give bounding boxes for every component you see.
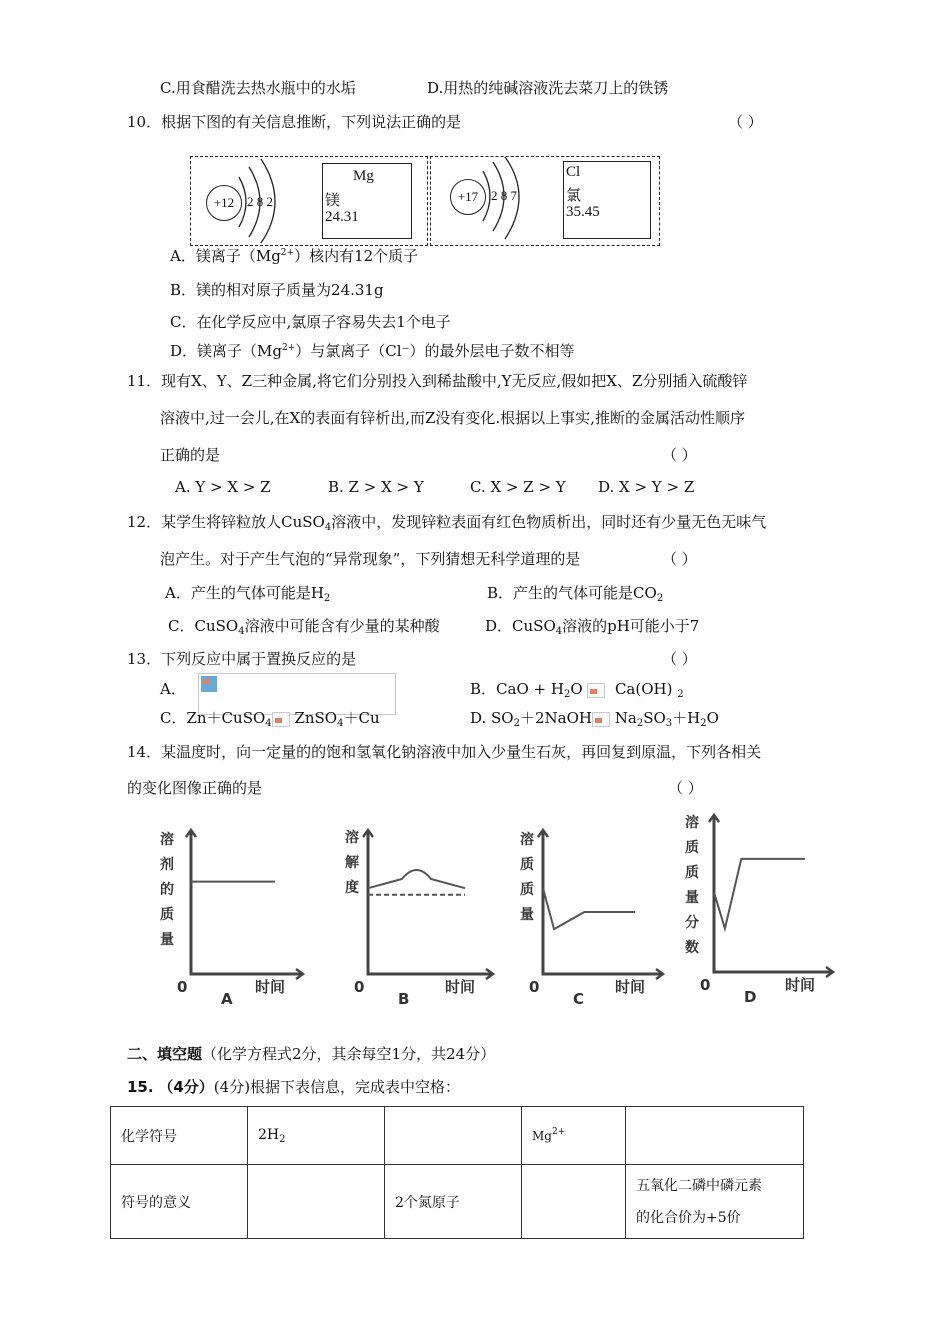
q14-line1: 14．某温度时，向一定量的的饱和氢氧化钠溶液中加入少量生石灰，再回复到原温，下列各相关 [127,743,762,761]
q11-option-d: D. X > Y > Z [598,478,695,496]
cell-2h2: $2H_2$ [248,1107,385,1165]
q12-option-a: A．产生的气体可能是$H_2$ [165,584,331,604]
q11-line2: 溶液中,过一会儿,在X的表面有锌析出,而Z没有变化.根据以上事实,推断的金属活动性顺序 [160,409,745,427]
q12-option-c: C．CuSO$_4$溶液中可能含有少量的某种酸 [168,617,440,637]
q15-stem: 15. （4分）(4分)根据下表信息，完成表中空格： [127,1078,461,1096]
origin-label: 0 [354,978,365,996]
chart-letter-label: C [573,990,585,1008]
q10-option-b: B．镁的相对原子质量为24.31g [170,281,384,299]
q12-option-d: D．CuSO$_4$溶液的pH可能小于7 [485,617,700,637]
q14-line2: 的变化图像正确的是 [127,779,263,797]
cl-shell-electrons: 2 8 7 [491,188,517,203]
series-solute [543,888,635,929]
y-axis-label: 溶质质量分数 [685,815,699,956]
row1-header: 化学符号 [111,1107,248,1165]
q11-answer-paren: （ ） [662,446,697,464]
cl-diagram-box [430,156,660,246]
axes [191,830,303,974]
q13-option-c: C．Zn＋CuSO$_4$ ZnSO$_4$＋Cu [160,709,380,729]
answer-blank[interactable] [385,1107,522,1165]
x-axis-label: 时间 [785,976,816,994]
y-axis-label: 溶解度 [345,830,359,896]
mg-diagram-box [190,156,428,246]
x-axis-label: 时间 [445,978,476,996]
q10-option-a: A．镁离子$(Mg^{2+})$核内有12个质子 [170,247,419,265]
q12-answer-paren: （ ） [662,550,697,568]
q12-line2: 泡产生。对于产生气泡的“异常现象”，下列猜想无科学道理的是 [160,550,581,568]
mg-mass: 24.31 [325,209,359,225]
axes [368,830,493,974]
q10-option-d: D．镁离子$(Mg^{2+})$与氯离子（Cl⁻）的最外层电子数不相等 [170,342,575,360]
cl-nucleus: +17 [450,179,486,215]
q11-option-b: B. Z > X > Y [328,478,424,496]
y-axis-label: 溶剂的质量 [160,832,174,948]
chart-B [340,822,520,1007]
chart-B-svg [340,822,520,1007]
mg-name: 镁 [325,191,341,209]
chart-C [515,822,685,1007]
series-fraction [714,859,805,929]
q9-option-c: C.用食醋洗去热水瓶中的水垢 [160,79,356,97]
section-2-heading: 二、填空题（化学方程式2分，其余每空1分，共24分） [127,1045,496,1063]
x-axis-label: 时间 [255,978,286,996]
mg-nucleus: +12 [206,185,242,221]
broken-image-icon [272,712,290,727]
cell-p2o5-valence: 五氧化二磷中磷元素 的化合价为+5价 [626,1165,804,1239]
q13-option-d: D. $SO_2+2NaOH$ $Na_2SO_3+H_2O$ [470,709,719,729]
x-axis-label: 时间 [615,978,646,996]
q11-option-c: C. X > Z > Y [470,478,566,496]
origin-label: 0 [529,978,540,996]
q10-option-c: C．在化学反应中,氯原子容易失去1个电子 [170,313,451,331]
broken-image-icon [587,683,605,698]
cell-two-nitrogen-atoms: 2个氮原子 [385,1165,522,1239]
mg-shell-electrons: 2 8 2 [247,194,273,209]
mg-element-card [322,163,412,239]
answer-blank[interactable] [248,1165,385,1239]
chart-D [680,805,855,1010]
q14-answer-paren: （ ） [668,779,703,797]
q12-line1: 12．某学生将锌粒放人CuSO$_4$溶液中，发现锌粒表面有红色物质析出，同时还有少量无色无味气 [127,513,767,533]
origin-label: 0 [177,978,188,996]
answer-blank[interactable] [626,1107,804,1165]
q9-option-d: D.用热的纯碱溶液洗去菜刀上的铁锈 [427,79,669,97]
mg-symbol: Mg [353,168,374,184]
axes [714,815,833,972]
q10-answer-paren: （ ） [728,113,763,131]
broken-image-icon [201,676,217,692]
chart-letter-label: A [221,990,233,1008]
q13-stem: 13．下列反应中属于置换反应的是 [127,650,357,668]
cell-mg2plus: $Mg^{2+}$ [522,1107,626,1165]
cl-mass: 35.45 [566,204,600,220]
broken-image-icon [592,712,610,727]
cl-symbol: Cl [566,164,581,180]
chart-A [155,822,335,1007]
q11-option-a: A. Y > X > Z [175,478,271,496]
series-curve [368,870,465,888]
row2-header: 符号的意义 [111,1165,248,1239]
q10-stem: 10．根据下图的有关信息推断，下列说法正确的是 [127,113,462,131]
answer-blank[interactable] [522,1165,626,1239]
q12-option-b: B．产生的气体可能是$CO_2$ [487,584,664,604]
y-axis-label: 溶质质量 [520,832,534,923]
q13-option-a: A． [160,680,186,698]
q13-option-b: B．CaO + $H_2O$ Ca(OH) $_2$ [470,680,684,700]
origin-label: 0 [700,976,711,994]
chart-C-svg [515,822,685,1007]
q11-line1: 11．现有X、Y、Z三种金属,将它们分别投入到稀盐酸中,Y无反应,假如把X、Z分别插入硫酸锌 [127,372,748,390]
q13-answer-paren: （ ） [662,650,697,668]
cl-name: 氯 [566,186,582,204]
cl-element-card [563,161,651,239]
axes [543,830,663,974]
chart-letter-label: D [744,988,757,1006]
chart-letter-label: B [398,990,410,1008]
q15-table [110,1106,804,1239]
q11-line3: 正确的是 [160,446,221,464]
